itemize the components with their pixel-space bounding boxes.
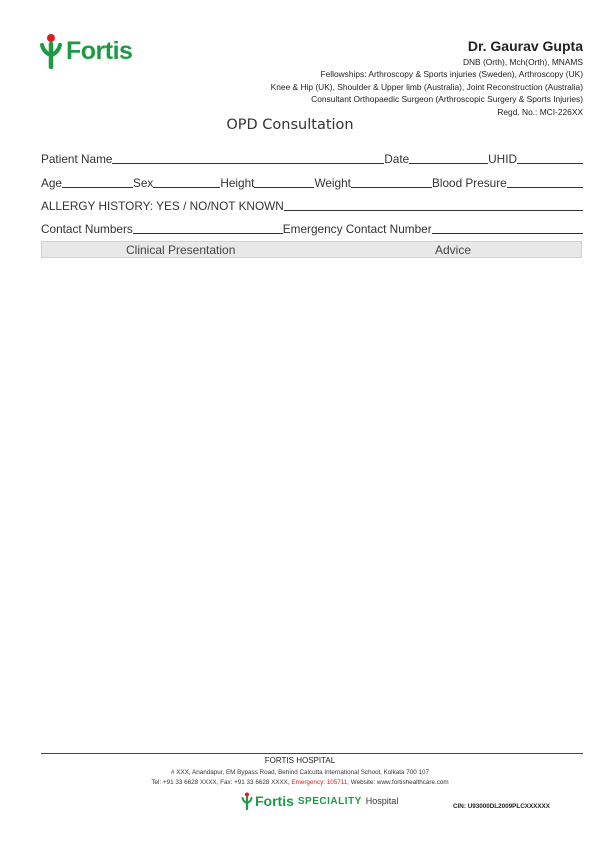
weight-field[interactable] <box>351 187 432 188</box>
doctor-info <box>271 38 583 118</box>
doctor-name: Dr. Gaurav Gupta <box>467 38 583 54</box>
footer-website: , Website: www.fortishealthcare.com <box>347 779 449 786</box>
height-label: Height <box>220 176 255 190</box>
patient-name-field[interactable] <box>112 163 384 164</box>
fortis-figure-icon <box>241 792 253 810</box>
fortis-logo <box>40 33 132 69</box>
contact-label: Contact Numbers <box>41 222 133 236</box>
advice-heading: Advice <box>435 243 472 257</box>
footer-contact <box>0 779 600 786</box>
sex-label: Sex <box>133 176 154 190</box>
notes-header-bar <box>41 241 582 258</box>
emergency-contact-field[interactable] <box>432 233 583 234</box>
blood-pressure-field[interactable] <box>507 187 583 188</box>
footer-brand-speciality: SPECIALITY <box>297 795 362 807</box>
patient-name-label: Patient Name <box>41 152 113 166</box>
allergy-field[interactable] <box>284 210 583 211</box>
uhid-label: UHID <box>488 152 517 166</box>
logo-text: Fortis <box>66 36 133 65</box>
emergency-contact-label: Emergency Contact Number <box>282 222 432 236</box>
uhid-field[interactable] <box>517 163 583 164</box>
footer-tel-fax: Tel: +91 33 6628 XXXX, Fax: +91 33 6628 XXXX, <box>151 779 290 786</box>
form-row-allergy <box>41 197 583 213</box>
allergy-label: ALLERGY HISTORY: YES / NO/NOT KNOWN <box>41 199 284 213</box>
footer-emergency: Emergency: 105711 <box>291 779 348 786</box>
contact-field[interactable] <box>133 233 283 234</box>
doctor-qualifications: DNB (Orth), Mch(Orth), MNAMS <box>462 57 583 67</box>
form-row-patient <box>41 150 583 166</box>
footer-hospital-name: FORTIS HOSPITAL <box>264 756 336 765</box>
age-field[interactable] <box>62 187 133 188</box>
sex-field[interactable] <box>153 187 220 188</box>
date-label: Date <box>384 152 410 166</box>
footer-divider <box>41 753 583 754</box>
doctor-specialties: Knee & Hip (UK), Shoulder & Upper limb (Australia), Joint Reconstruction (Australia) <box>270 81 583 92</box>
date-field[interactable] <box>409 163 488 164</box>
form-row-vitals <box>41 174 583 190</box>
footer-brand <box>241 792 398 810</box>
page-title: OPD Consultation <box>226 117 354 133</box>
fortis-figure-icon <box>40 33 62 69</box>
doctor-designation: Consultant Orthopaedic Surgeon (Arthroscopic Surgery & Sports Injuries) <box>311 94 583 105</box>
footer-brand-name: Fortis <box>255 793 294 809</box>
height-field[interactable] <box>254 187 314 188</box>
blood-pressure-label: Blood Presure <box>431 176 507 190</box>
clinical-presentation-heading: Clinical Presentation <box>126 243 236 257</box>
footer-address: # XXX, Anandapur, EM Bypass Road, Behind Calcutta International School, Kolkata 700 107 <box>171 769 429 776</box>
age-label: Age <box>41 176 62 190</box>
footer-brand-hospital: Hospital <box>365 796 399 806</box>
form-row-contact <box>41 220 583 236</box>
doctor-fellowships: Fellowships: Arthroscopy & Sports injuries (Sweden), Arthroscopy (UK) <box>320 69 583 80</box>
weight-label: Weight <box>314 176 351 190</box>
doctor-registration: Regd. No.: MCI-226XX <box>497 106 583 117</box>
footer-cin: CIN: U93000DL2009PLCXXXXXX <box>453 803 550 810</box>
